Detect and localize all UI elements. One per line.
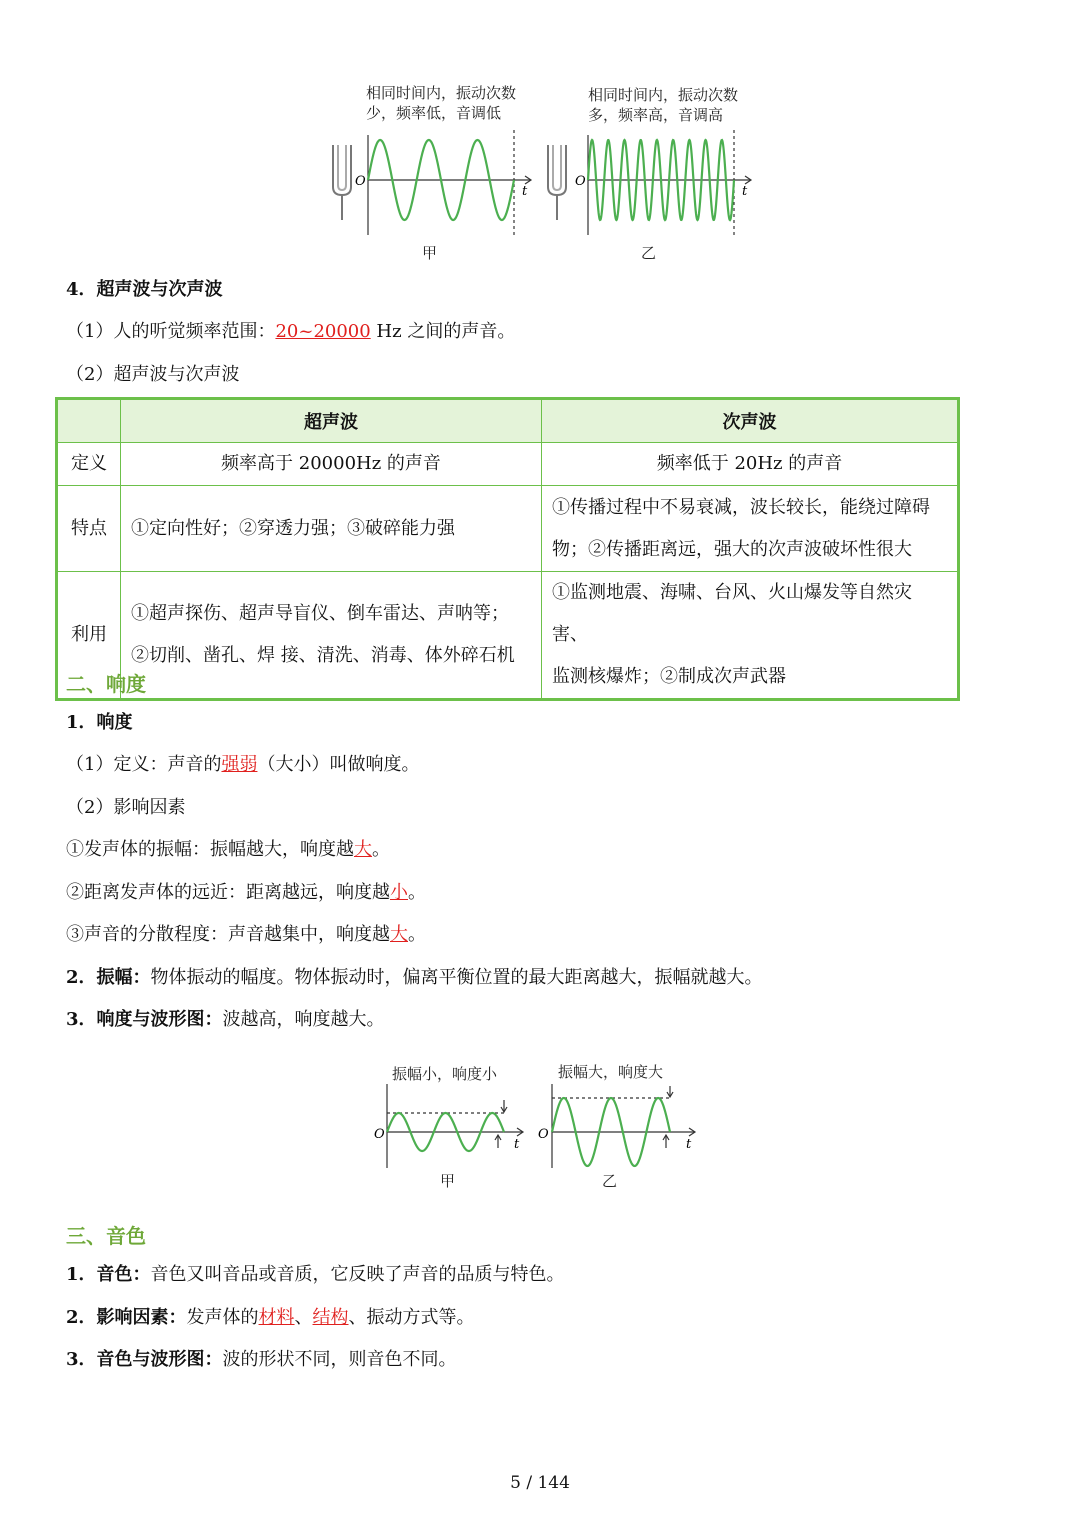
table-head-ultra: 超声波	[121, 399, 542, 443]
blank-structure: 结构	[312, 1307, 349, 1328]
cell-feat-infra: ①传播过程中不易衰减，波长较长，能绕过障碍 物；②传播距离远，强大的次声波破坏性很大	[542, 486, 959, 572]
factor-distance: ②距离发声体的远近：距离越远，响度越小。	[66, 882, 426, 903]
section-4-title: 4．超声波与次声波	[66, 279, 223, 300]
fig2-label-b: 乙	[602, 1172, 618, 1190]
timbre-waveform-line: 3．音色与波形图：波的形状不同，则音色不同。	[66, 1349, 457, 1370]
hearing-range-blank: 20~20000	[275, 321, 371, 342]
table-head-infra: 次声波	[542, 399, 959, 443]
timbre-factors: 2．影响因素：发声体的材料、结构、振动方式等。	[66, 1307, 475, 1328]
fig1-t-b: t	[742, 184, 748, 199]
fig1-caption-a2: 少，频率低，音调低	[366, 104, 502, 122]
cell-def-infra: 频率低于 20Hz 的声音	[542, 443, 959, 486]
fig2-caption-b: 振幅大，响度大	[558, 1063, 664, 1081]
row-label-features: 特点	[57, 486, 121, 572]
fig2-origin-a: O	[374, 1127, 385, 1142]
fig1-t-a: t	[522, 184, 528, 199]
fig2-label-a: 甲	[440, 1172, 456, 1190]
amplitude-definition: 2．振幅：物体振动的幅度。物体振动时，偏离平衡位置的最大距离越大，振幅就越大。	[66, 967, 763, 988]
tuning-fork-a-icon	[333, 145, 351, 220]
fig1-caption-b: 相同时间内，振动次数	[588, 86, 739, 104]
blank-strength: 强弱	[221, 754, 258, 775]
loudness-title: 1．响度	[66, 712, 133, 733]
cell-use-infra: ①监测地震、海啸、台风、火山爆发等自然灾害、 监测核爆炸；②制成次声武器	[542, 572, 959, 700]
loudness-factors-title: （2）影响因素	[66, 797, 186, 818]
fig1-caption-a: 相同时间内，振动次数	[366, 84, 517, 102]
fig2-waves	[370, 1082, 700, 1172]
fig2-origin-b: O	[538, 1127, 549, 1142]
fig1-waves	[325, 125, 765, 240]
timbre-definition: 1．音色：音色又叫音品或音质，它反映了声音的品质与特色。	[66, 1264, 565, 1285]
heading-timbre: 三、音色	[66, 1224, 146, 1248]
fig2-t-b: t	[686, 1137, 692, 1152]
loudness-definition: （1）定义：声音的强弱（大小）叫做响度。	[66, 754, 420, 775]
factor-dispersion: ③声音的分散程度：声音越集中，响度越大。	[66, 924, 426, 945]
fig1-caption-b2: 多，频率高，音调高	[588, 106, 724, 124]
blank-material: 材料	[258, 1307, 295, 1328]
cell-use-ultra: ①超声探伤、超声导盲仪、倒车雷达、声呐等； ②切削、凿孔、焊 接、清洗、消毒、体外碎石机	[121, 572, 542, 700]
factor-amplitude: ①发声体的振幅：振幅越大，响度越大。	[66, 839, 390, 860]
heading-loudness: 二、响度	[66, 672, 146, 696]
ultra-infra-subtitle: （2）超声波与次声波	[66, 364, 240, 385]
fig1-label-a: 甲	[422, 244, 438, 262]
fig2-caption-a: 振幅小，响度小	[392, 1065, 498, 1083]
row-label-uses: 利用	[57, 572, 121, 700]
page-number: 5 / 144	[510, 1473, 570, 1493]
cell-def-ultra: 频率高于 20000Hz 的声音	[121, 443, 542, 486]
table-corner	[57, 399, 121, 443]
fig1-origin-b: O	[575, 174, 586, 189]
tuning-fork-b-icon	[548, 145, 566, 220]
hearing-range-line: （1）人的听觉频率范围：20~20000 Hz 之间的声音。	[66, 321, 516, 342]
ultra-infra-table	[55, 397, 960, 701]
loudness-waveform-line: 3．响度与波形图：波越高，响度越大。	[66, 1009, 385, 1030]
fig1-label-b: 乙	[641, 244, 657, 262]
cell-feat-ultra: ①定向性好；②穿透力强；③破碎能力强	[121, 486, 542, 572]
fig1-origin-a: O	[355, 174, 366, 189]
row-label-definition: 定义	[57, 443, 121, 486]
fig2-t-a: t	[514, 1137, 520, 1152]
